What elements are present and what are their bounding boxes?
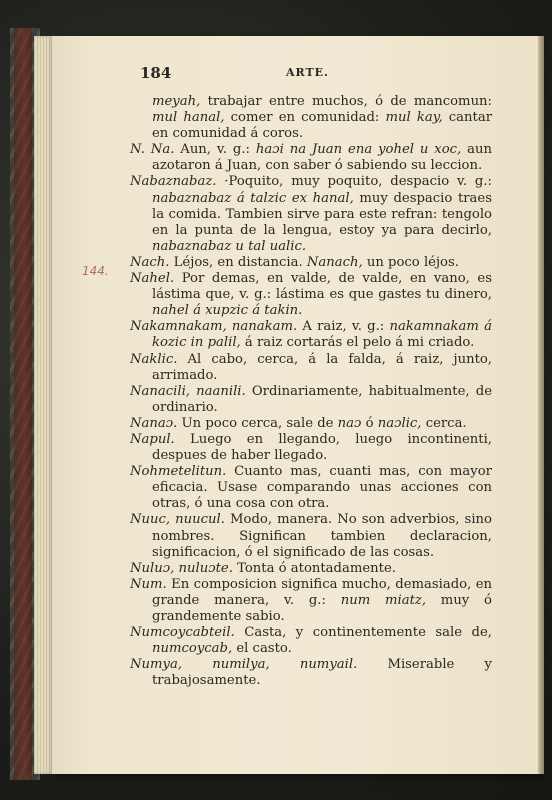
- dictionary-entry: [130, 464, 492, 512]
- entry-text: Casta, y continentemente sale de,: [234, 625, 492, 641]
- italic-term: haɔi na Juan ena yohel u xoc,: [255, 142, 462, 158]
- dictionary-entry: [130, 416, 492, 432]
- italic-term: nahel á xupzic á takin.: [152, 303, 303, 319]
- entry-text: Léjos, en distancia.: [169, 254, 307, 270]
- dictionary-entry: [130, 352, 492, 384]
- dictionary-entry: [130, 174, 492, 254]
- italic-term: Nach.: [130, 254, 170, 270]
- entry-text: A raiz, v. g.:: [297, 319, 390, 335]
- entry-text: cerca.: [421, 415, 467, 431]
- dictionary-text: [130, 94, 492, 689]
- italic-term: nakamnakam á kozic in palil,: [152, 319, 492, 351]
- dictionary-entry: [130, 432, 492, 464]
- italic-term: meyah,: [152, 94, 201, 109]
- entry-text: muy ó grandemente sabio.: [152, 592, 492, 624]
- entry-text: un poco léjos.: [362, 254, 459, 270]
- margin-annotation: 144.: [82, 264, 109, 278]
- entry-text: á raiz cortarás el pelo á mi criado.: [240, 335, 475, 351]
- page-right-edge: [538, 36, 544, 774]
- dictionary-entry: [130, 561, 492, 577]
- italic-term: naɔlic,: [377, 415, 422, 431]
- entry-text: cantar en comunidad á coros.: [152, 110, 492, 142]
- italic-term: Nanacili, naanili.: [130, 383, 246, 399]
- entry-text: Un poco cerca, sale de: [177, 415, 338, 431]
- italic-term: Nakamnakam, nanakam.: [130, 319, 298, 335]
- entry-text: En composicion significa mucho, demasiado, en grande manera, v. g.:: [152, 576, 492, 608]
- entry-text: comer en comunidad:: [224, 110, 386, 126]
- italic-term: Nohmetelitun.: [130, 464, 227, 480]
- entry-text: Luego en llegando, luego incontinenti, despues de haber llegado.: [152, 431, 492, 464]
- italic-term: Numya, numilya, numyail.: [130, 657, 358, 673]
- dictionary-entry: [130, 255, 492, 271]
- italic-term: Napul.: [130, 431, 175, 447]
- italic-term: Nanach,: [306, 254, 363, 270]
- italic-term: numcoycab,: [152, 641, 233, 657]
- dictionary-entry: [130, 271, 492, 319]
- italic-term: Numcoycabteil.: [130, 625, 235, 641]
- entry-text: Tonta ó atontadamente.: [232, 560, 396, 576]
- entry-text: Cuanto mas, cuanti mas, con mayor eficacia. Usase comparando unas acciones con otras, ó una cosa con otra.: [152, 464, 492, 512]
- entry-text: Por demas, en valde, de valde, en vano, es lástima que, v. g.: lástima es que gastes tu dinero,: [152, 271, 492, 303]
- dictionary-entry: [130, 657, 492, 689]
- italic-term: mul kay,: [385, 110, 443, 126]
- entry-text: el casto.: [232, 641, 292, 657]
- entry-text: Aun, v. g.:: [174, 142, 256, 158]
- italic-term: Nuuc, nuucul.: [130, 512, 225, 528]
- running-title: ARTE.: [286, 66, 329, 79]
- entry-text: muy despacio traes la comida. Tambien sirve para este refran: tengolo en la punta de la lengua, estoy ya para decirlo,: [152, 190, 492, 238]
- entry-text: Al cabo, cerca, á la falda, á raiz, junto, arrimado.: [152, 351, 492, 383]
- italic-term: nabaznabaz u tal ualic.: [152, 238, 307, 254]
- entry-text: ·Poquito, muy poquito, despacio v. g.:: [216, 174, 492, 190]
- page-number: 184: [140, 64, 172, 82]
- dictionary-entry: [130, 512, 492, 560]
- entry-text: aun azotaron á Juan, con saber ó sabiendo su leccion.: [152, 142, 493, 174]
- entry-text: Modo, manera. No son adverbios, sino nombres. Significan tambien declaracion, significacion, ó el significado de las cosas.: [152, 512, 492, 560]
- entry-text: ó: [361, 415, 378, 431]
- dictionary-entry: [130, 577, 492, 625]
- italic-term: naɔ: [337, 415, 362, 431]
- italic-term: Nuluɔ, nuluɔte.: [130, 560, 233, 576]
- entry-text: trabajar entre muchos, ó de mancomun:: [200, 94, 492, 109]
- dictionary-entry: [130, 319, 492, 351]
- dictionary-entry: [130, 94, 492, 142]
- entry-text: Ordinariamente, habitualmente, de ordinario.: [152, 383, 492, 415]
- page-gutter-edge: [34, 36, 54, 774]
- entry-text: Miserable y trabajosamente.: [152, 657, 492, 689]
- italic-term: Nahel.: [130, 271, 175, 287]
- italic-term: Nabaznabaz.: [130, 174, 217, 190]
- italic-term: Num.: [130, 576, 167, 592]
- italic-term: Nanaɔ.: [130, 415, 178, 431]
- italic-term: N. Na.: [130, 142, 175, 158]
- dictionary-entry: [130, 142, 492, 174]
- spine-leather: [14, 28, 32, 780]
- page-header: [140, 64, 490, 84]
- italic-term: Naklic.: [130, 351, 178, 367]
- dictionary-entry: [130, 384, 492, 416]
- italic-term: nabaznabaz á talzic ex hanal,: [152, 190, 354, 206]
- italic-term: mul hanal,: [152, 110, 225, 126]
- italic-term: num miatz,: [340, 592, 427, 608]
- dictionary-entry: [130, 625, 492, 657]
